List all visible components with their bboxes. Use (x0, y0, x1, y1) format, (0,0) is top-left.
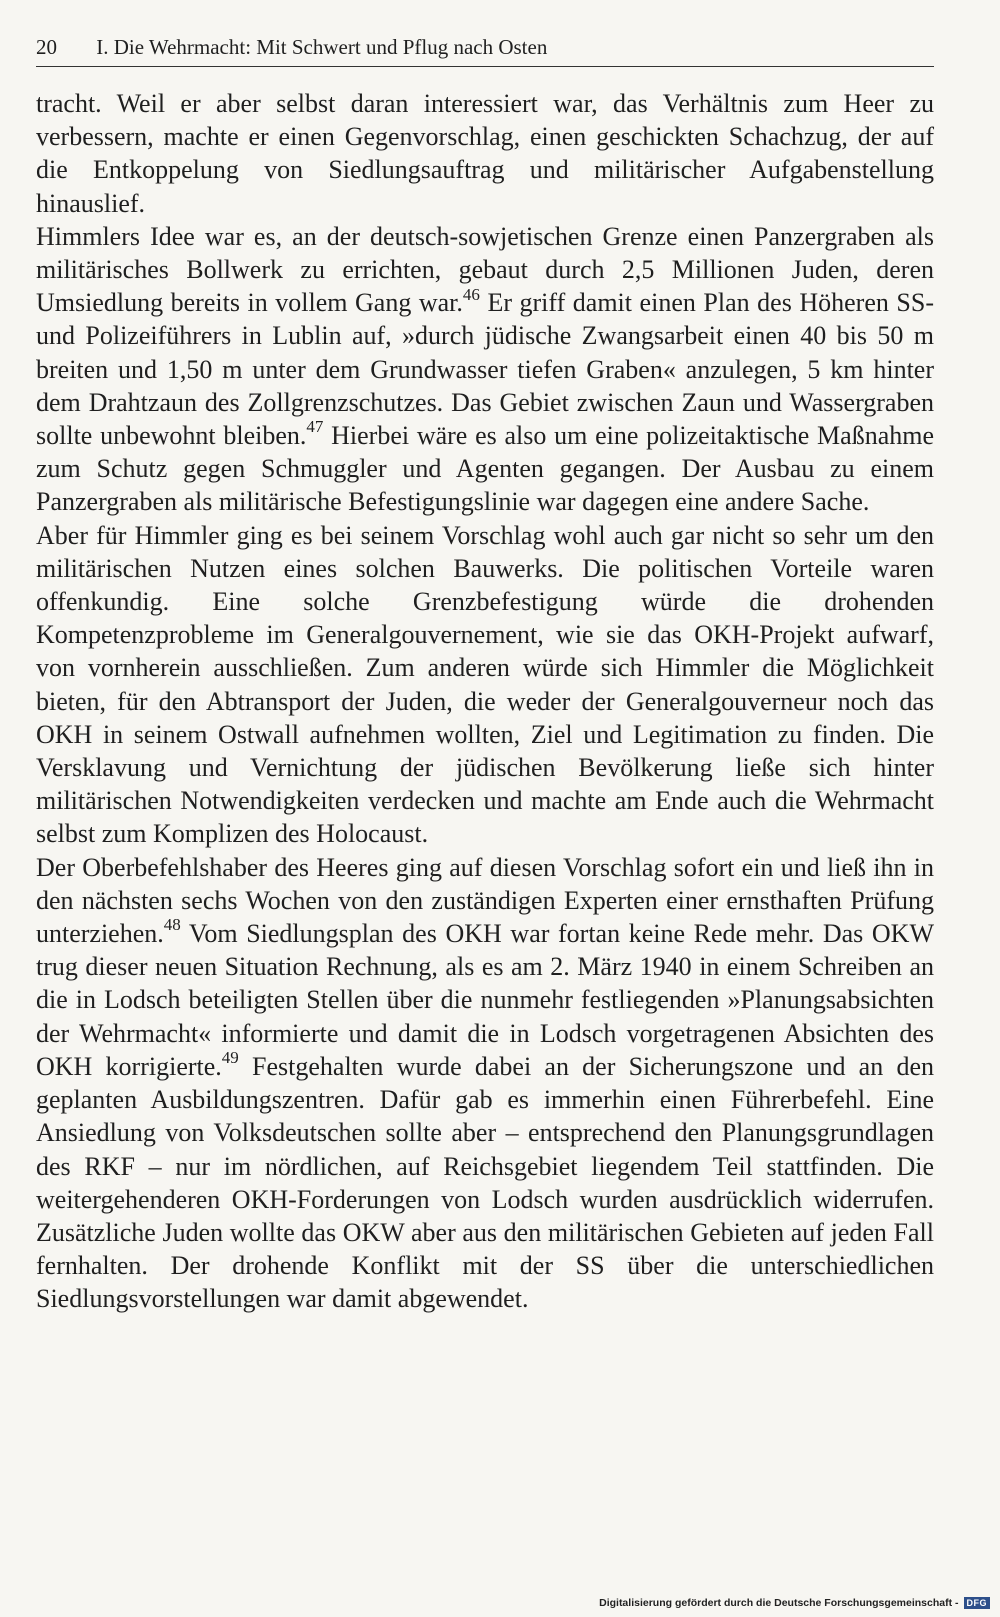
paragraph (36, 851, 934, 1316)
footnote-ref: 47 (306, 417, 324, 437)
paragraph (36, 519, 934, 851)
text-run: Aber für Himmler ging es bei seinem Vorschlag wohl auch gar nicht so sehr um den militärischen Nutzen eines solchen Bauwerks. Die politischen Vorteile waren offenkundig. Eine solche Grenzbefestigung würde die drohenden Kompetenzprobleme im Generalgouvernement, wie sie das OKH-Projekt aufwarf, von vornherein ausschließen. Zum anderen würde sich Himmler die Möglichkeit bieten, für den Abtransport der Juden, die weder der Generalgouverneur noch das OKH in seinem Ostwall aufnehmen wollten, Ziel und Legitimation zu finden. Die Versklavung und Vernichtung der jüdischen Bevölkerung ließe sich hinter militärischen Notwendigkeiten verdecken und machte am Ende auch die Wehrmacht selbst zum Komplizen des Holocaust. (36, 520, 934, 849)
paragraph (36, 220, 934, 519)
running-header (36, 34, 934, 67)
page-number: 20 (36, 35, 57, 59)
text-run: tracht. Weil er aber selbst daran interessiert war, das Verhältnis zum Heer zu verbessern, machte er einen Gegenvorschlag, einen geschickten Schachzug, der auf die Entkoppelung von Siedlungsauftrag und militärischer Aufgabenstellung hinauslief. (36, 89, 934, 218)
body-text (36, 87, 934, 1316)
text-run: Festgehalten wurde dabei an der Sicherungszone und an den geplanten Ausbildungszentren. Dafür gab es immerhin einen Führerbefehl. Eine Ansiedlung von Volksdeutschen sollte aber – entsprechend den Planungsgrundlagen des RKF – nur im nördlichen, auf Reichsgebiet liegendem Teil stattfinden. Die weitergehenderen OKH-Forderungen von Lodsch wurden ausdrücklich widerrufen. Zusätzliche Juden wollte das OKW aber aus den militärischen Gebieten auf jeden Fall fernhalten. Der drohende Konflikt mit der SS über die unterschiedlichen Siedlungsvorstellungen war damit abgewendet. (36, 1051, 934, 1314)
text-run: Himmlers Idee war es, an der deutsch-sowjetischen Grenze einen Panzergraben als militärisches Bollwerk zu errichten, gebaut durch 2,5 Millionen Juden, deren Umsiedlung bereits in vollem Gang war. (36, 221, 934, 318)
dfg-logo: DFG (964, 1597, 991, 1609)
running-title: I. Die Wehrmacht: Mit Schwert und Pflug nach Osten (96, 35, 548, 59)
credit-text: Digitalisierung gefördert durch die Deutsche Forschungsgemeinschaft - (599, 1597, 959, 1609)
text-run: Vom Siedlungsplan des OKH war fortan keine Rede mehr. Das OKW trug dieser neuen Situation Rechnung, als es am 2. März 1940 in einem Schreiben an die in Lodsch beteiligten Stellen über die nunmehr festliegenden »Planungsabsichten der Wehrmacht« informierte und damit die in Lodsch vorgetragenen Absichten des OKH korrigierte. (36, 919, 934, 1081)
text-run: Hierbei wäre es also um eine polizeitaktische Maßnahme zum Schutz gegen Schmuggler und Agenten gegangen. Der Ausbau zu einem Panzergraben als militärische Befestigungslinie war dagegen eine andere Sache. (36, 421, 934, 517)
text-run: Er griff damit einen Plan des Höheren SS- und Polizeiführers in Lublin auf, »durch jüdische Zwangsarbeit einen 40 bis 50 m breiten und 1,50 m unter dem Grundwasser tiefen Graben« anzulegen, 5 km hinter dem Drahtzaun des Zollgrenzschutzes. Das Gebiet zwischen Zaun und Wassergraben sollte unbewohnt bleiben. (36, 288, 934, 451)
paragraph (36, 87, 934, 220)
footnote-ref: 48 (163, 915, 181, 935)
text-run: Der Oberbefehlshaber des Heeres ging auf diesen Vorschlag sofort ein und ließ ihn in den nächsten sechs Wochen von den zuständigen Experten einer ernsthaften Prüfung unterziehen. (36, 852, 934, 949)
footnote-ref: 46 (462, 284, 480, 304)
footnote-ref: 49 (221, 1048, 239, 1068)
digitization-credit (599, 1597, 990, 1609)
